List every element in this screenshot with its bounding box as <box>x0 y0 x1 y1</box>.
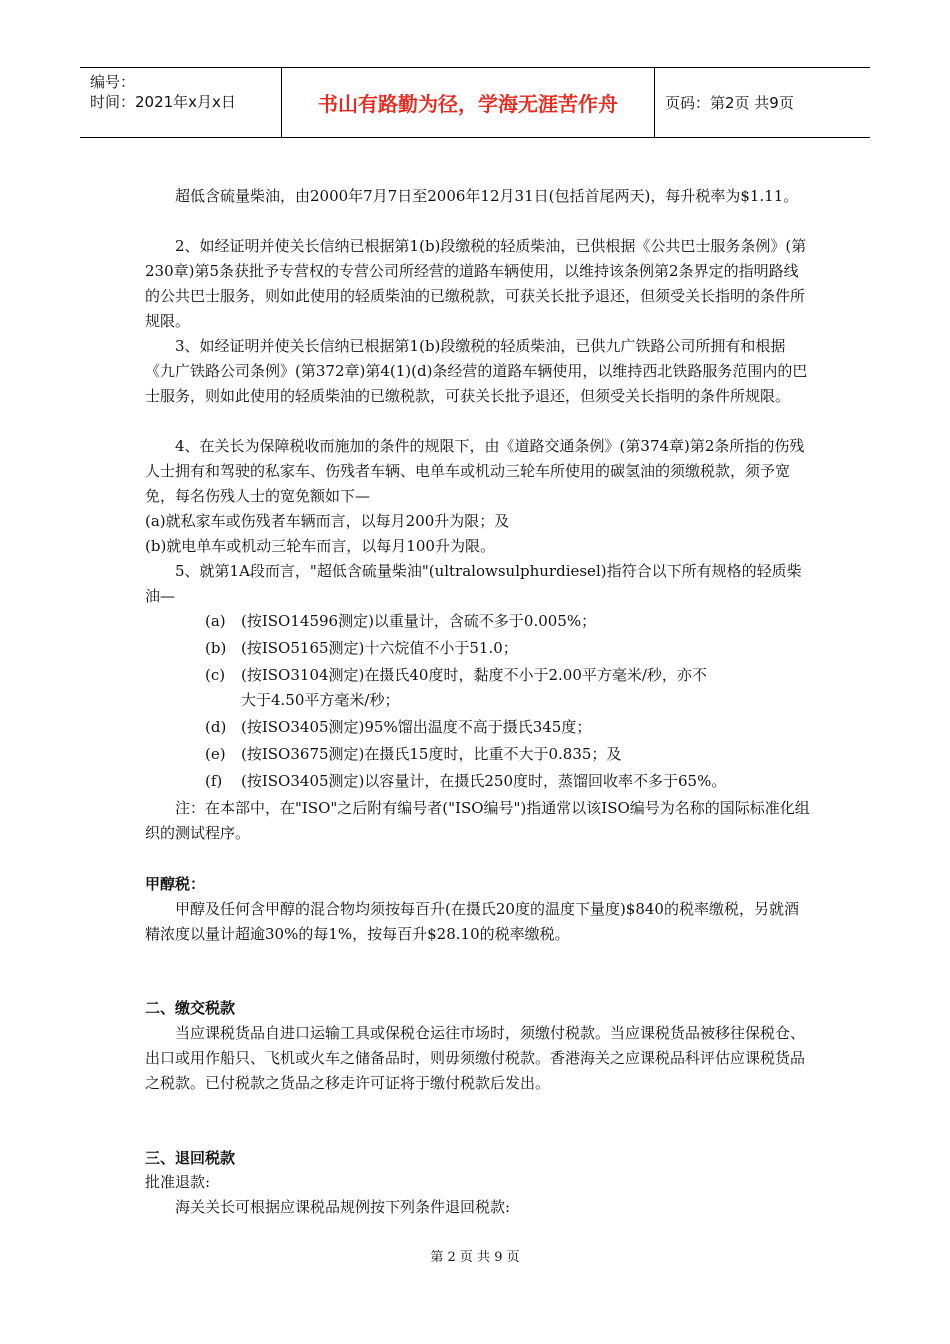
header-motto: 书山有路勤为径，学海无涯苦作舟 <box>282 68 655 137</box>
paragraph-ultra-low-sulphur-rate: 超低含硫量柴油，由2000年7月7日至2006年12月31日(包括首尾两天)，每升税率为$1.11。 <box>175 187 799 205</box>
paragraph-4: 4、在关长为保障税收而施加的条件的规限下，由《道路交通条例》(第374章)第2条所指的伤残人士拥有和驾驶的私家车、伤残者车辆、电单车或机动三轮车所使用的碳氢油的须缴税款，须予宽免，每名伤残人士的宽免额如下— <box>145 437 805 505</box>
page-footer: 第 2 页 共 9 页 <box>430 1250 520 1265</box>
spec-item-b: (b) (按ISO5165测定)十六烷值不小于51.0； <box>205 639 518 657</box>
paragraph-2: 2、如经证明并使关长信纳已根据第1(b)段缴税的轻质柴油，已供根据《公共巴士服务条例》(第230章)第5条获批予专营权的专营公司所经营的道路车辆使用，以维持该条例第2条界定的指明路线的公共巴士服务，则如此使用的轻质柴油的已缴税款，可获关长批予退还，但须受关长指明的条件所规限。 <box>145 237 807 330</box>
methanol-heading: 甲醇税： <box>145 875 206 893</box>
section-2-paragraph: 当应课税货品自进口运输工具或保税仓运往市场时，须缴付税款。当应课税货品被移往保税仓、出口或用作船只、飞机或火车之储备品时，则毋须缴付税款。香港海关之应课税品科评估应课税货品之税款。已付税款之货品之移走许可证将于缴付税款后发出。 <box>145 1024 806 1092</box>
section-3-heading: 三、退回税款 <box>145 1149 236 1167</box>
header-meta <box>80 68 282 137</box>
paragraph-4b: (b)就电单车或机动三轮车而言，以每月100升为限。 <box>145 537 495 555</box>
spec-item-c: (c) (按ISO3104测定)在摄氏40度时，黏度不小于2.00平方毫米/秒，亦不 大于4.50平方毫米/秒； <box>205 666 707 709</box>
page-header <box>80 67 870 138</box>
paragraph-4a: (a)就私家车或伤残者车辆而言，以每月200升为限；及 <box>145 512 510 530</box>
section-3-paragraph: 海关关长可根据应课税品规例按下列条件退回税款: <box>175 1198 511 1216</box>
header-page-number: 页码：第2页 共9页 <box>665 94 794 112</box>
spec-item-a: (a) (按ISO14596测定)以重量计，含硫不多于0.005%； <box>205 612 597 630</box>
document-date: 时间：2021年x月x日 <box>90 93 236 111</box>
spec-item-e: (e) (按ISO3675测定)在摄氏15度时，比重不大于0.835；及 <box>205 745 622 763</box>
iso-note: 注：在本部中，在"ISO"之后附有编号者("ISO编号")指通常以该ISO编号为名称的国际标准化组织的测试程序。 <box>145 799 810 842</box>
section-3-subheading: 批准退款: <box>145 1173 211 1191</box>
paragraph-5: 5、就第1A段而言，"超低含硫量柴油"(ultralowsulphurdiesel)指符合以下所有规格的轻质柴油— <box>145 562 802 605</box>
section-2-heading: 二、缴交税款 <box>145 999 236 1017</box>
paragraph-3: 3、如经证明并使关长信纳已根据第1(b)段缴税的轻质柴油，已供九广铁路公司所拥有和根据《九广铁路公司条例》(第372章)第4(1)(d)条经营的道路车辆使用，以维持西北铁路服务范围内的巴士服务，则如此使用的轻质柴油的已缴税款，可获关长批予退还，但须受关长指明的条件所规限。 <box>145 337 808 405</box>
spec-item-f: (f) (按ISO3405测定)以容量计，在摄氏250度时，蒸馏回收率不多于65%。 <box>205 772 727 790</box>
document-number: 编号： <box>90 73 136 91</box>
methanol-paragraph: 甲醇及任何含甲醇的混合物均须按每百升(在摄氏20度的温度下量度)$840的税率缴税，另就酒精浓度以量计超逾30%的每1%，按每百升$28.10的税率缴税。 <box>145 900 799 943</box>
spec-item-d: (d) (按ISO3405测定)95%馏出温度不高于摄氏345度； <box>205 718 592 736</box>
